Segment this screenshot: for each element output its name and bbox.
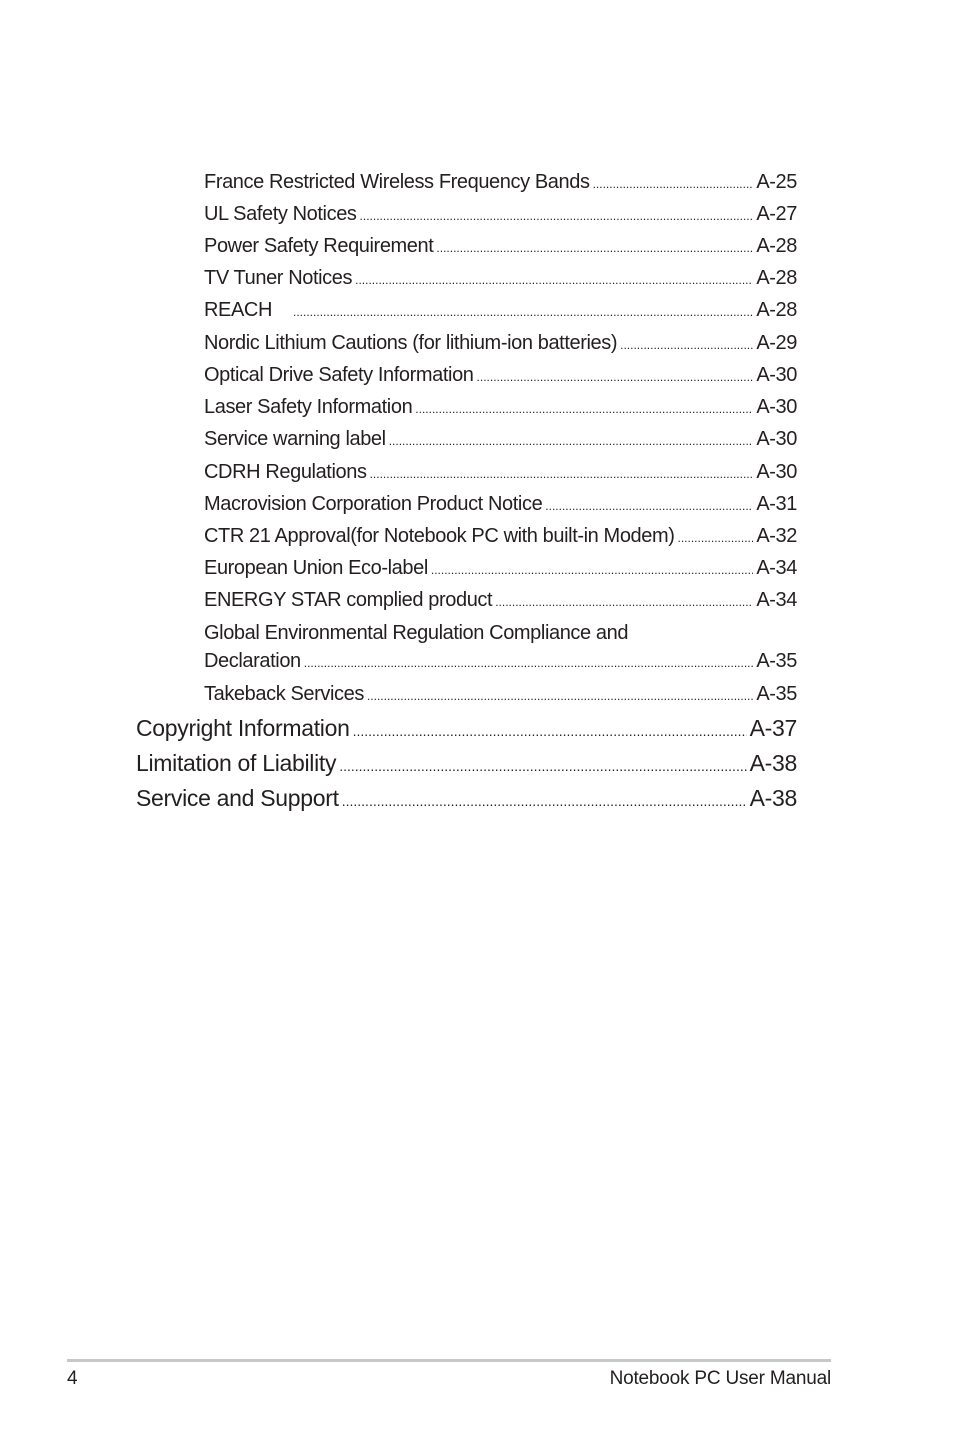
toc-entry-global-env-line1[interactable]: Global Environmental Regulation Compliance and <box>204 622 629 644</box>
dot-leader <box>370 467 754 481</box>
toc-entry-ctr21[interactable] <box>204 525 797 548</box>
dot-leader <box>545 499 753 513</box>
toc-entry-title: CTR 21 Approval(for Notebook PC with built-in Modem) <box>204 525 675 547</box>
toc-entry-page: A-37 <box>749 715 797 741</box>
toc-entry-eu-ecolabel[interactable] <box>204 557 797 580</box>
toc-entry-page: A-38 <box>749 785 797 811</box>
toc-entry-tv-tuner[interactable] <box>204 267 797 290</box>
dot-leader <box>367 689 753 703</box>
dot-leader <box>389 434 754 448</box>
toc-entry-title: ENERGY STAR complied product <box>204 589 493 611</box>
dot-leader <box>415 402 753 416</box>
toc-entry-copyright[interactable] <box>136 715 797 742</box>
toc-entry-title: CDRH Regulations <box>204 461 367 483</box>
toc-entry-title: European Union Eco-label <box>204 557 428 579</box>
toc-entry-france-wireless[interactable] <box>204 171 797 194</box>
dot-leader <box>293 305 753 319</box>
toc-entry-title: Limitation of Liability <box>136 750 337 776</box>
toc-entry-title: Copyright Information <box>136 715 350 741</box>
toc-entry-laser-safety[interactable] <box>204 396 797 419</box>
toc-entry-page: A-35 <box>756 650 797 672</box>
dot-leader <box>355 273 753 287</box>
toc-entry-page: A-28 <box>756 235 797 257</box>
toc-entry-reach[interactable] <box>204 299 797 322</box>
footer-divider <box>67 1359 831 1362</box>
toc-entry-macrovision[interactable] <box>204 493 797 516</box>
toc-entry-title: TV Tuner Notices <box>204 267 353 289</box>
toc-entry-liability[interactable] <box>136 750 797 777</box>
toc-entry-title: Takeback Services <box>204 683 364 705</box>
toc-entry-page: A-30 <box>756 396 797 418</box>
toc-entry-title: Service warning label <box>204 428 386 450</box>
footer-page-number: 4 <box>67 1368 78 1389</box>
toc-entry-page: A-29 <box>756 332 797 354</box>
toc-entry-energy-star[interactable] <box>204 589 797 612</box>
toc-entry-page: A-30 <box>756 364 797 386</box>
dot-leader <box>436 241 753 255</box>
toc-entry-ul-safety[interactable] <box>204 203 797 226</box>
toc-entry-takeback[interactable] <box>204 683 797 706</box>
toc-entry-page: A-32 <box>756 525 797 547</box>
dot-leader <box>353 723 747 739</box>
toc-entry-page: A-38 <box>749 750 797 776</box>
dot-leader <box>360 209 754 223</box>
toc-entry-nordic-lithium[interactable] <box>204 332 797 355</box>
toc-entry-title: France Restricted Wireless Frequency Bands <box>204 171 590 193</box>
dot-leader <box>593 177 754 191</box>
toc-entry-page: A-34 <box>756 589 797 611</box>
toc-entry-title: Macrovision Corporation Product Notice <box>204 493 543 515</box>
toc-entry-page: A-28 <box>756 299 797 321</box>
toc-entry-title: Service and Support <box>136 785 339 811</box>
toc-entry-page: A-25 <box>756 171 797 193</box>
toc-entry-power-safety[interactable] <box>204 235 797 258</box>
toc-entry-page: A-34 <box>756 557 797 579</box>
dot-leader <box>304 656 754 670</box>
toc-entry-service-warning[interactable] <box>204 428 797 451</box>
toc-entry-title: Nordic Lithium Cautions (for lithium-ion batteries) <box>204 332 618 354</box>
toc-entry-title: Power Safety Requirement <box>204 235 434 257</box>
toc-entry-service-support[interactable] <box>136 785 797 812</box>
dot-leader <box>477 370 754 384</box>
toc-entry-page: A-28 <box>756 267 797 289</box>
toc-entry-page: A-30 <box>756 428 797 450</box>
toc-entry-page: A-35 <box>756 683 797 705</box>
toc-entry-cdrh[interactable] <box>204 461 797 484</box>
toc-entry-optical-drive[interactable] <box>204 364 797 387</box>
toc-entry-title: UL Safety Notices <box>204 203 357 225</box>
dot-leader <box>495 595 753 609</box>
footer-manual-title: Notebook PC User Manual <box>609 1368 831 1389</box>
toc-entry-page: A-31 <box>756 493 797 515</box>
toc-entry-title: Laser Safety Information <box>204 396 413 418</box>
toc-entry-page: A-30 <box>756 461 797 483</box>
toc-entry-title: REACH <box>204 299 273 321</box>
dot-leader <box>620 338 753 352</box>
toc-entry-title: Declaration <box>204 650 301 672</box>
toc-entry-title: Optical Drive Safety Information <box>204 364 474 386</box>
dot-leader <box>678 531 754 545</box>
dot-leader <box>431 563 753 577</box>
dot-leader <box>339 758 746 774</box>
dot-leader <box>342 793 747 809</box>
toc-entry-global-env[interactable] <box>204 650 797 673</box>
toc-entry-page: A-27 <box>756 203 797 225</box>
